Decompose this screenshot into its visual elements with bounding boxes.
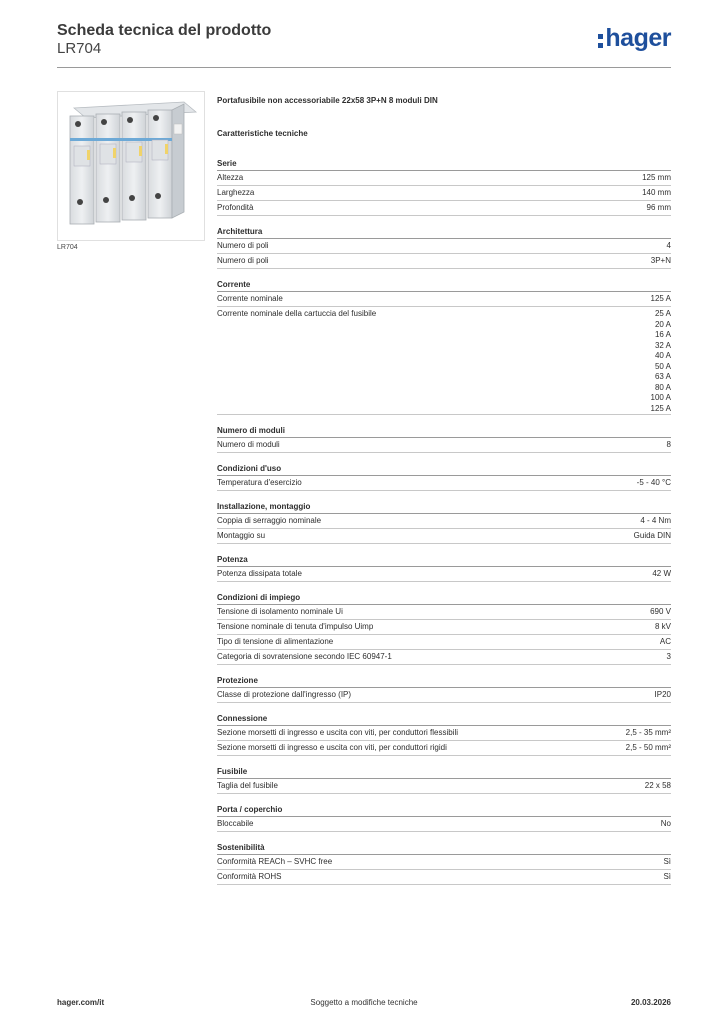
spec-value: [650, 605, 671, 618]
spec-value: [667, 438, 671, 451]
spec-value-item: IP20: [654, 690, 671, 699]
page-header: [57, 20, 671, 66]
spec-value-item: 690 V: [650, 607, 671, 616]
spec-value-item: 8: [666, 440, 671, 449]
spec-label: Corrente nominale della cartuccia del fusibile: [217, 309, 377, 318]
footer-note: Soggetto a modifiche tecniche: [310, 998, 418, 1007]
characteristics-title: Caratteristiche tecniche: [217, 129, 308, 138]
section-title: Architettura: [217, 220, 671, 239]
spec-value: [642, 186, 671, 199]
section-title: Serie: [217, 152, 671, 171]
spec-value-item: -5 - 40 °C: [636, 478, 671, 487]
spec-label: Tensione di isolamento nominale Ui: [217, 607, 343, 616]
spec-value-item: AC: [659, 637, 671, 646]
spec-label: Conformità REACh – SVHC free: [217, 857, 333, 866]
spec-value-item: 80 A: [654, 382, 671, 392]
spec-value-item: 140 mm: [642, 188, 671, 197]
spec-value: [655, 688, 671, 701]
spec-label: Tensione nominale di tenuta d'impulso Uimp: [217, 622, 374, 631]
spec-label: Numero di moduli: [217, 440, 280, 449]
spec-label: Profondità: [217, 203, 254, 212]
spec-row: [217, 254, 671, 269]
spec-value-item: 25 A: [654, 309, 671, 318]
spec-value: [640, 514, 671, 527]
spec-value: [663, 870, 671, 883]
section-title: Corrente: [217, 273, 671, 292]
spec-value-item: 8 kV: [654, 622, 671, 631]
product-code: LR704: [57, 40, 102, 57]
spec-value-item: 100 A: [650, 393, 671, 402]
spec-value-item: 2,5 - 35 mm²: [625, 728, 671, 737]
spec-row: [217, 239, 671, 254]
spec-value: [642, 171, 671, 184]
spec-value: [655, 620, 671, 633]
spec-value: [645, 779, 671, 792]
section-title: Protezione: [217, 669, 671, 688]
spec-row: [217, 605, 671, 620]
footer-date: 20.03.2026: [630, 998, 671, 1007]
document-title: Scheda tecnica del prodotto: [57, 22, 272, 39]
spec-value: [660, 635, 671, 648]
spec-value: [651, 254, 671, 267]
spec-label: Sezione morsetti di ingresso e uscita con viti, per conduttori flessibili: [217, 728, 458, 737]
header-divider: [57, 67, 671, 68]
spec-row: [217, 726, 671, 741]
spec-value-item: 96 mm: [646, 203, 671, 212]
spec-value-item: 4: [666, 241, 671, 250]
spec-label: Numero di poli: [217, 241, 269, 250]
spec-value: [634, 529, 671, 542]
spec-row: [217, 514, 671, 529]
section-title: Condizioni di impiego: [217, 586, 671, 605]
section-title: Sostenibilità: [217, 836, 671, 855]
spec-label: Temperatura d'esercizio: [217, 478, 302, 487]
section-title: Porta / coperchio: [217, 798, 671, 817]
spec-value: [626, 741, 671, 754]
spec-row: [217, 779, 671, 794]
spec-value-item: No: [660, 819, 671, 828]
section-title: Installazione, montaggio: [217, 495, 671, 514]
spec-label: Tipo di tensione di alimentazione: [217, 637, 334, 646]
spec-row: [217, 567, 671, 582]
spec-label: Altezza: [217, 173, 244, 182]
spec-row: [217, 620, 671, 635]
product-image: [57, 91, 205, 241]
spec-value: [651, 307, 671, 414]
spec-value: [667, 239, 671, 252]
spec-value-item: 3P+N: [650, 256, 671, 265]
spec-value-item: Sì: [663, 857, 671, 866]
hager-logo: [598, 24, 671, 52]
spec-content: [217, 96, 671, 885]
spec-value-item: 125 A: [650, 294, 671, 303]
spec-row: [217, 817, 671, 832]
spec-label: Numero di poli: [217, 256, 269, 265]
fuse-holder-icon: [58, 92, 204, 240]
spec-row: [217, 870, 671, 885]
spec-label: Categoria di sovratensione secondo IEC 60947-1: [217, 652, 392, 661]
spec-row: [217, 438, 671, 453]
spec-value: [667, 650, 671, 663]
spec-label: Taglia del fusibile: [217, 781, 278, 790]
spec-value: [661, 817, 671, 830]
section-title: Condizioni d'uso: [217, 457, 671, 476]
spec-value: [626, 726, 671, 739]
spec-label: Larghezza: [217, 188, 255, 197]
spec-value-item: Sì: [663, 872, 671, 881]
spec-label: Potenza dissipata totale: [217, 569, 302, 578]
spec-label: Bloccabile: [217, 819, 254, 828]
section-title: Connessione: [217, 707, 671, 726]
spec-value-item: Guida DIN: [633, 531, 671, 540]
spec-row: [217, 171, 671, 186]
spec-value-item: 2,5 - 50 mm²: [625, 743, 671, 752]
spec-value-item: 50 A: [654, 361, 671, 371]
section-title: Potenza: [217, 548, 671, 567]
spec-row: [217, 741, 671, 756]
spec-value-item: 125 A: [650, 403, 671, 413]
spec-value: [663, 855, 671, 868]
spec-label: Sezione morsetti di ingresso e uscita con viti, per conduttori rigidi: [217, 743, 447, 752]
spec-row: [217, 307, 671, 415]
spec-label: Corrente nominale: [217, 294, 283, 303]
spec-value-item: 22 x 58: [644, 781, 671, 790]
spec-value-item: 4 - 4 Nm: [640, 516, 671, 525]
spec-label: Montaggio su: [217, 531, 266, 540]
spec-row: [217, 529, 671, 544]
spec-value-item: 40 A: [654, 351, 671, 360]
image-caption: LR704: [57, 244, 78, 251]
spec-row: [217, 688, 671, 703]
logo-dots-icon: [598, 31, 604, 49]
spec-label: Conformità ROHS: [217, 872, 282, 881]
spec-value-item: 20 A: [654, 319, 671, 329]
spec-row: [217, 186, 671, 201]
spec-value: [647, 201, 671, 214]
spec-value-item: 16 A: [654, 330, 671, 339]
spec-value-item: 125 mm: [642, 173, 671, 182]
logo-text: hager: [605, 24, 671, 52]
section-title: Fusibile: [217, 760, 671, 779]
spec-row: [217, 476, 671, 491]
footer-website: hager.com/it: [57, 998, 105, 1007]
spec-value: [651, 292, 671, 305]
spec-value: [652, 567, 671, 580]
spec-value-item: 42 W: [652, 569, 671, 578]
spec-value-item: 63 A: [654, 372, 671, 381]
spec-row: [217, 201, 671, 216]
spec-sections: [217, 152, 671, 885]
spec-row: [217, 635, 671, 650]
spec-label: Coppia di serraggio nominale: [217, 516, 322, 525]
spec-value: [637, 476, 671, 489]
spec-value-item: 32 A: [654, 340, 671, 350]
spec-row: [217, 855, 671, 870]
product-description: Portafusibile non accessoriabile 22x58 3P+N 8 moduli DIN: [217, 96, 438, 105]
spec-row: [217, 292, 671, 307]
spec-row: [217, 650, 671, 665]
spec-label: Classe di protezione dall'ingresso (IP): [217, 690, 352, 699]
section-title: Numero di moduli: [217, 419, 671, 438]
spec-value-item: 3: [666, 652, 671, 661]
